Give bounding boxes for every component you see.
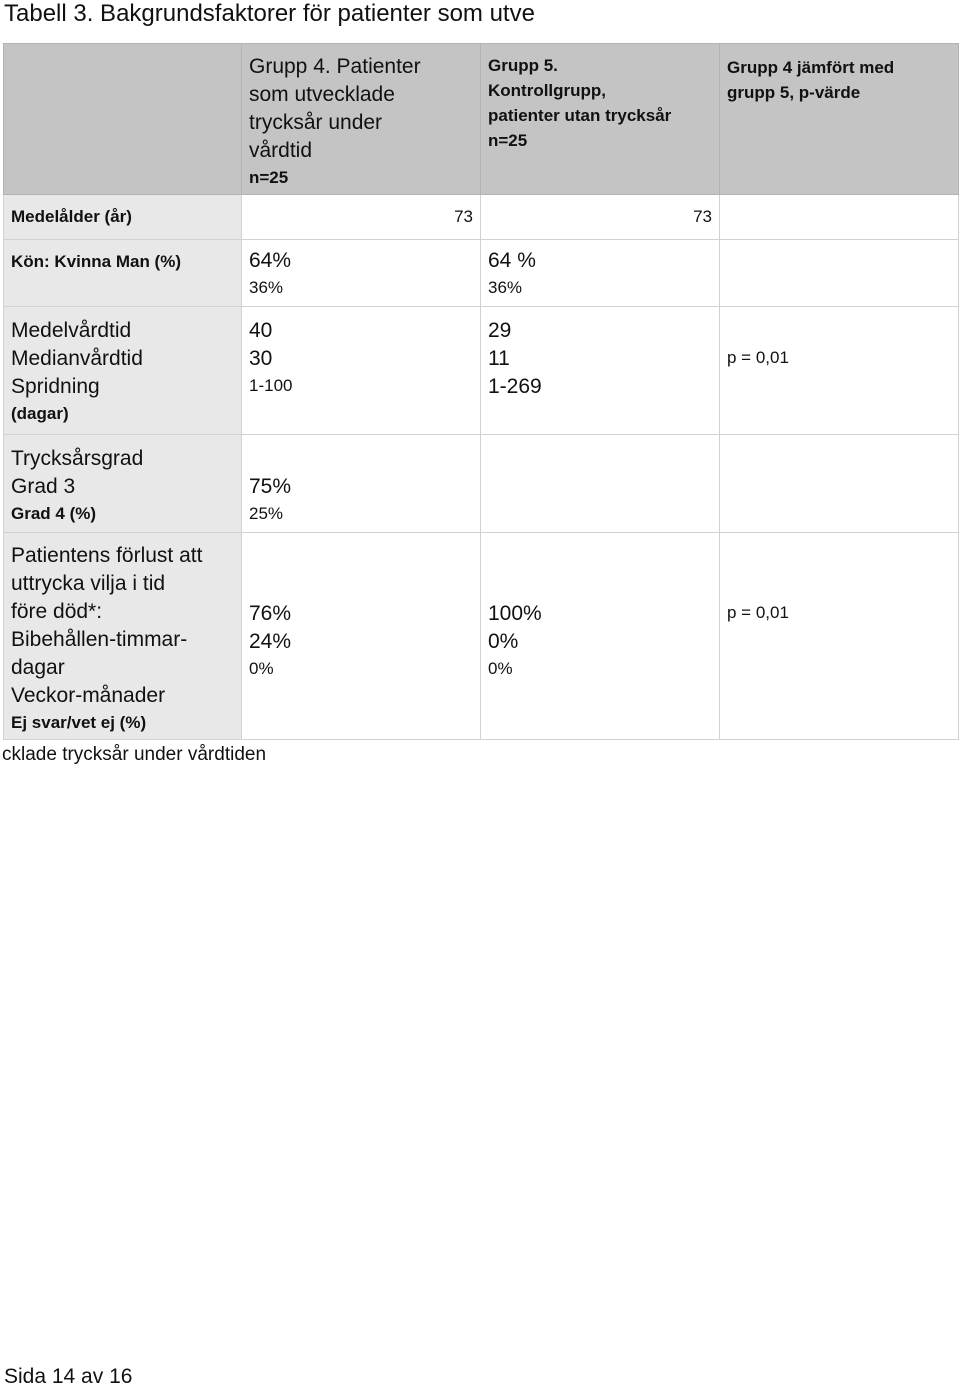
header-group5: Grupp 5. Kontrollgrupp, patienter utan trycksår n=25 — [481, 44, 720, 195]
header-group4: Grupp 4. Patienter som utvecklade trycksår under vårdtid n=25 — [242, 44, 481, 195]
header-row — [4, 44, 959, 195]
background-factors-table — [3, 43, 959, 740]
row-sex-g5: 64 % 36% — [481, 240, 720, 307]
row-stay — [4, 307, 959, 435]
row-sex — [4, 240, 959, 307]
row-stay-label: Medelvårdtid Medianvårdtid Spridning (dagar) — [4, 307, 242, 435]
header-empty-cell — [4, 44, 242, 195]
row-stay-g5: 29 11 1-269 — [481, 307, 720, 435]
header-comparison: Grupp 4 jämfört med grupp 5, p-värde — [720, 44, 959, 195]
continuation-text: cklade trycksår under vårdtiden — [2, 744, 267, 765]
row-will-g5: 100% 0% 0% — [481, 533, 720, 740]
row-grade — [4, 435, 959, 533]
row-age — [4, 195, 959, 240]
row-will-label: Patientens förlust att uttrycka vilja i tid före död*: Bibehållen-timmar- dagar Veckor-månader Ej svar/vet ej (%) — [4, 533, 242, 740]
row-grade-label: Trycksårsgrad Grad 3 Grad 4 (%) — [4, 435, 242, 533]
row-will-p: p = 0,01 — [720, 533, 959, 740]
page-number: Sida 14 av 16 — [4, 1365, 133, 1388]
row-will — [4, 533, 959, 740]
row-age-g5: 73 — [481, 195, 720, 240]
row-age-label: Medelålder (år) — [4, 195, 242, 240]
row-will-g4: 76% 24% 0% — [242, 533, 481, 740]
row-grade-g4: 75% 25% — [242, 435, 481, 533]
row-age-g4: 73 — [242, 195, 481, 240]
row-grade-p — [720, 435, 959, 533]
row-sex-g4: 64% 36% — [242, 240, 481, 307]
row-sex-p — [720, 240, 959, 307]
table-title: Tabell 3. Bakgrundsfaktorer för patienter som utve — [4, 0, 535, 27]
row-sex-label: Kön: Kvinna Man (%) — [4, 240, 242, 307]
row-stay-g4: 40 30 1-100 — [242, 307, 481, 435]
row-grade-g5 — [481, 435, 720, 533]
row-age-p — [720, 195, 959, 240]
row-stay-p: p = 0,01 — [720, 307, 959, 435]
